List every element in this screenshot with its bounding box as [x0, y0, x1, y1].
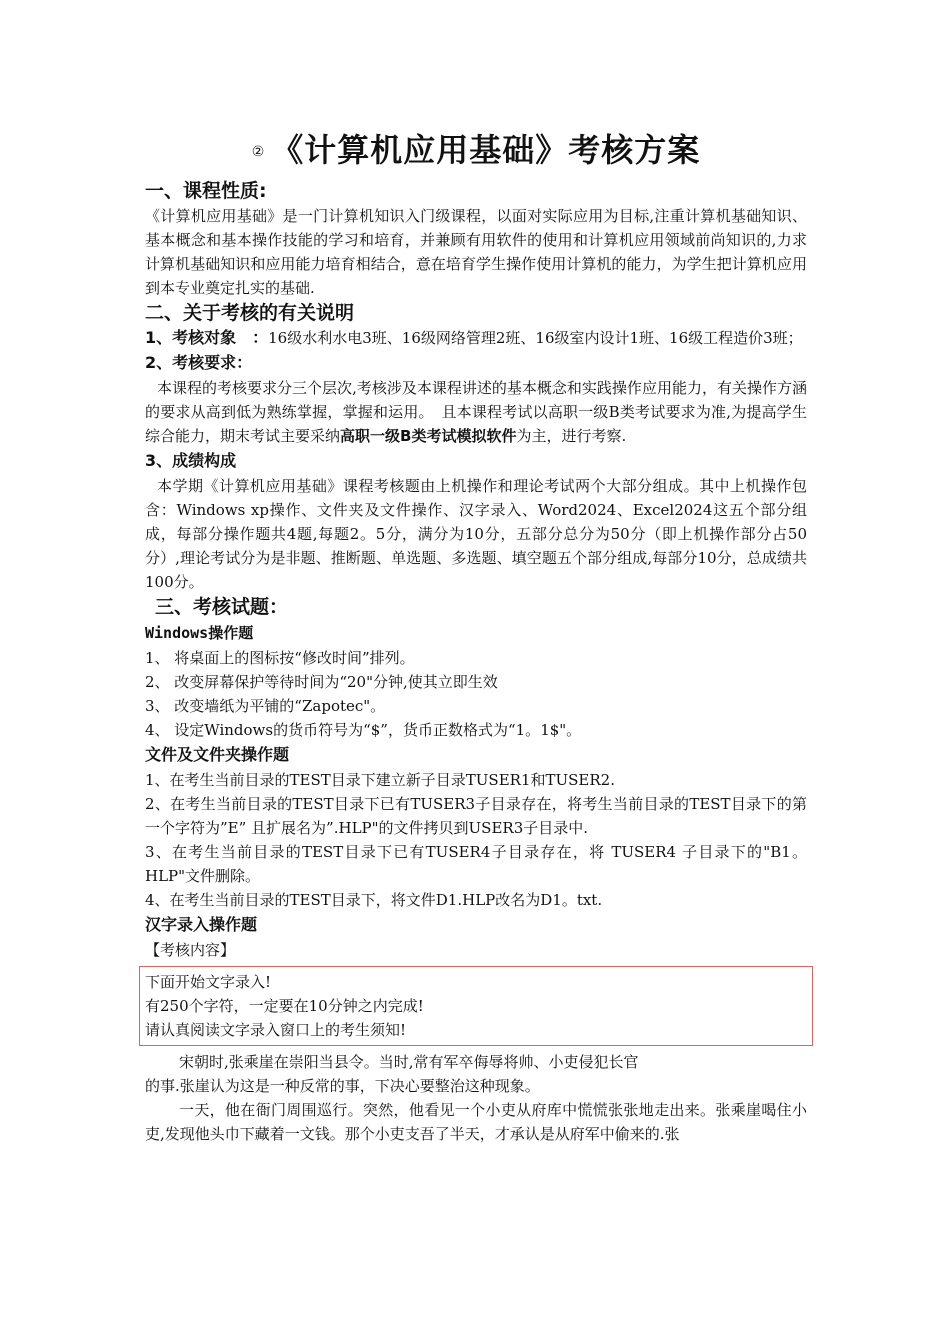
exam-object-label: 1、考核对象 ：: [145, 328, 269, 347]
section2-heading: 二、关于考核的有关说明: [145, 302, 355, 324]
files-list: [145, 768, 807, 912]
exam-object-paragraph: [145, 326, 807, 350]
score-heading: 3、成绩构成: [145, 451, 237, 470]
list-item: 3、在考生当前目录的TEST目录下已有TUSER4子目录存在，将 TUSER4 子目录下的"B1。HLP"文件删除。: [145, 843, 807, 885]
list-item: 1、 将桌面上的图标按“修改时间”排列。: [145, 649, 415, 667]
list-item: 4、在考生当前目录的TEST目录下，将文件D1.HLP改名为D1。txt.: [145, 891, 603, 909]
exam-requirement-heading: 2、考核要求：: [145, 353, 253, 372]
windows-heading: Windows操作题: [145, 624, 254, 642]
exam-requirement-paragraph: [145, 376, 807, 448]
title-mark: ②: [251, 144, 266, 160]
box-line: 请认真阅读文字录入窗口上的考生须知!: [145, 1021, 407, 1039]
list-item: 1、在考生当前目录的TEST目录下建立新子目录TUSER1和TUSER2.: [145, 771, 615, 789]
score-paragraph: 本学期《计算机应用基础》课程考核题由上机操作和理论考试两个大部分组成。其中上机操作包含：Windows xp操作、文件夹及文件操作、汉字录入、Word2024、Excel2024这五个部分组成，每部分操作题共4题,每题2。5分，满分为10分，五部分总分为50分（即上机操作部分占50分）,理论考试分为是非题、推断题、单选题、多选题、填空题五个部分组成,每部分10分，总成绩共100分。: [145, 477, 807, 591]
list-item: 3、 改变墙纸为平铺的“Zapotec"。: [145, 697, 386, 715]
typing-paragraph-1a: 宋朝时,张乘崖在崇阳当县令。当时,常有军卒侮辱将帅、小吏侵犯长官: [179, 1053, 639, 1071]
exam-requirement-bold: 高职一级B类考试模拟软件: [340, 427, 517, 445]
section1-heading: 一、课程性质:: [145, 180, 267, 202]
files-heading: 文件及文件夹操作题: [145, 745, 290, 764]
typing-instruction-box: [139, 966, 813, 1046]
exam-object-text: 16级水利水电3班、16级网络管理2班、16级室内设计1班、16级工程造价3班；: [268, 329, 803, 347]
box-line: 下面开始文字录入!: [145, 973, 272, 991]
typing-heading: 汉字录入操作题: [145, 915, 258, 934]
list-item: 2、在考生当前目录的TEST目录下已有TUSER3子目录存在，将考生当前目录的TEST目录下的第一个字符为”E” 且扩展名为”.HLP"的文件拷贝到USER3子目录中.: [145, 795, 807, 837]
typing-content-label: 【考核内容】: [145, 941, 236, 959]
typing-paragraph-1b: 的事.张崖认为这是一种反常的事，下决心要整治这种现象。: [145, 1077, 540, 1095]
list-item: 2、 改变屏幕保护等待时间为“20"分钟,使其立即生效: [145, 673, 498, 691]
box-line: 有250个字符，一定要在10分钟之内完成!: [145, 997, 424, 1015]
section1-body: 《计算机应用基础》是一门计算机知识入门级课程，以面对实际应用为目标,注重计算机基础知识、基本概念和基本操作技能的学习和培育，并兼顾有用软件的使用和计算机应用领域前尚知识的,力求计算机基础知识和应用能力培育相结合，意在培育学生操作使用计算机的能力，为学生把计算机应用到本专业奠定扎实的基础.: [145, 207, 807, 297]
document-title: [145, 128, 807, 174]
exam-requirement-text-b: 为主，进行考察.: [516, 427, 627, 445]
list-item: 4、 设定Windows的货币符号为“$”，货币正数格式为“1。1$"。: [145, 721, 582, 739]
exam-requirement-text-a: 本课程的考核要求分三个层次,考核涉及本课程讲述的基本概念和实践操作应用能力，有关操作方涵的要求从高到低为熟练掌握，掌握和运用。 且本课程考试以高职一级B类考试要求为准,为提高学生综合能力，期末考试主要采纳: [145, 379, 807, 445]
section3-heading: 三、考核试题：: [155, 596, 289, 618]
document-page: [145, 128, 807, 1146]
typing-paragraph-2: 一天，他在衙门周围巡行。突然，他看见一个小吏从府库中慌慌张张地走出来。张乘崖喝住小吏,发现他头巾下藏着一文钱。那个小吏支吾了半天，才承认是从府军中偷来的.张: [145, 1101, 807, 1143]
title-text: 《计算机应用基础》考核方案: [271, 131, 701, 169]
windows-list: [145, 646, 807, 742]
